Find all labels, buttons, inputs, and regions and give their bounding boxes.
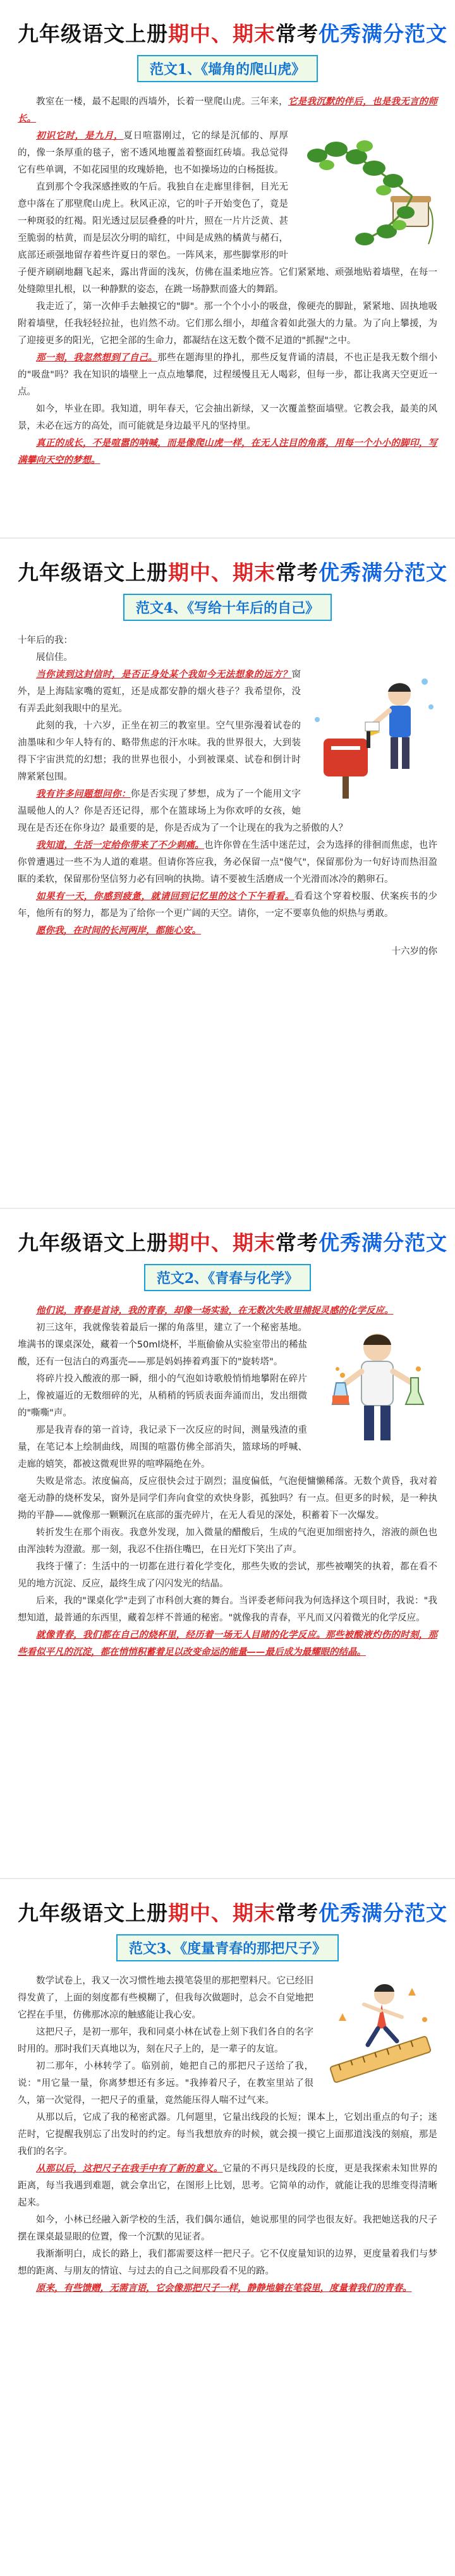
title-part-exam: 期中、期末 bbox=[168, 560, 276, 585]
essay-paragraph: 从那以后，它成了我的秘密武器。几何题里，它量出线段的长短；课本上，它划出重点的句子；迷茫时，它提醒我别忘了出发时的约定。每当我想放弃的时候，就会摸一摸它上面那道浅浅的刻痕，那是我们的名字。 bbox=[18, 2113, 437, 2157]
essay-paragraph: 我知道，生活一定给你带来了不少刺痛。也许你曾在生活中迷茫过，会为选择的徘徊而焦虑，也许你曾遭遇过一些不为人道的难堪。但请你答应我，务必保留一点"傻气"，保留那份为一句好诗而热泪盈眶的柔软，保留那份坚信努力必有回响的执拗。请不要被生活磨成一个光滑而冰冷的鹅卵石。 bbox=[18, 840, 438, 885]
essay-paragraph: 初三这年，我就像装着最后一摞的角落里，建立了一个秘密基地。堆满书的课桌深处，藏着一个50ml烧杯，半瓶偷偷从实验室带出的稀盐酸，还有一包洁白的鸡蛋壳——那是妈妈捧着鸡蛋下的"旋转塔"。 bbox=[18, 1323, 307, 1367]
essay-body bbox=[18, 632, 437, 960]
essay-body bbox=[18, 1973, 437, 2297]
title-part-grade: 九年级语文上册 bbox=[18, 1230, 168, 1255]
essay-paragraph: 将碎片投入酸液的那一瞬，细小的气泡如诗歌般悄悄地攀附在碎片上，像被逼近的无数细碎的光，从稍稍的钙质表面奔涌而出，发出细微的"嘶嘶"声。 bbox=[18, 1374, 307, 1418]
title-part-model: 优秀满分范文 bbox=[318, 560, 447, 585]
title-part-common: 常考 bbox=[276, 1230, 318, 1255]
essay-paragraph: 我走近了，第一次伸手去触摸它的"脚"。那一个个小小的吸盘，像硬壳的脚趾，紧紧地、固执地吸附着墙壁，任我轻轻拉扯，也岿然不动。它们那么细小，却蕴含着如此强大的力量。为了向上攀援，为了迎接更多的阳光，它把全部的生命力，都凝结在这无数个微不足道的"抓握"之中。 bbox=[18, 302, 437, 346]
essay-paragraph: 就像青春，我们都在自己的烧杯里，经历着一场无人目睹的化学反应。那些被酸液灼伤的时刻，那些看似平凡的沉淀，都在悄悄积蓄着足以改变命运的能量——最后成为最耀眼的结晶。 bbox=[18, 1630, 437, 1657]
title-part-exam: 期中、期末 bbox=[168, 1230, 276, 1255]
essay-section-2 bbox=[0, 537, 455, 1208]
title-part-common: 常考 bbox=[276, 560, 318, 585]
essay-section-1 bbox=[0, 0, 455, 537]
title-part-grade: 九年级语文上册 bbox=[18, 1901, 168, 1925]
essay-paragraph: 初二那年，小林转学了。临别前，她把自己的那把尺子送给了我，说："用它量一量，你离梦想还有多远。"我捧着尺子，在教室里站了很久，第一次觉得，一把尺子的重量，竟然能压得人喘不过气来。 bbox=[18, 2061, 313, 2106]
essay-paragraph: 直到那个令我深感挫败的午后。我独自在走廊里徘徊，目光无意中落在了那壁爬山虎上。秋风正凉，它的叶子开始变色了，竟是一种斑驳的红褐。阳光透过层层叠叠的叶片，照在一片片泛黄、甚至脆弱的枯黄，而是层次分明的暗红，中间是成熟的橘黄与赭石，底部还顽强地留存着些许夏日的翠色。一阵风来，那些脚掌形的叶子便齐刷刷地翻飞起来，露出背面的浅灰，仿佛在温柔地应答。它们紧紧地、顽强地贴着墙壁，在每一处缝隙里扎根，以一种静默的姿态，在跳一场静默而盛大的舞蹈。 bbox=[18, 182, 437, 295]
essay-paragraph: 初识它时，是九月，夏日喧嚣刚过，它的绿是沉郁的、厚厚的，像一条厚重的毯子，密不透风地覆盖着整面红砖墙。我总觉得它有些单调，不如花园里的玫瑰娇艳，也不如操场边的白杨挺拔。 bbox=[18, 131, 289, 175]
chemistry-student-illustration bbox=[317, 1322, 437, 1455]
letter-salute: 展信佳。 bbox=[36, 653, 73, 663]
essay-paragraph: 从那以后，这把尺子在我手中有了新的意义。它量的不再只是线段的长度，更是我探索未知世界的距离，每当我遇到难题，就会拿出它，在图形上比划，思考。它简单的动作，就能让我的思维变得清晰起来。 bbox=[18, 2164, 438, 2208]
essay-paragraph: 他们说，青春是首诗，我的青春，却像一场实验，在无数次失败里捕捉灵感的化学反应。 bbox=[36, 1306, 394, 1316]
essay-paragraph: 如果有一天，你感到疲惫，就请回到记忆里的这个下午看看。看看这个穿着校服、伏案疾书的少年，他所有的努力，都是为了给你一个更广阔的天空。请你，一定不要辜负他的炽热与勇敢。 bbox=[18, 892, 438, 919]
essay-paragraph: 此刻的我，十六岁，正坐在初三的教室里。空气里弥漫着试卷的油墨味和少年人特有的、略带焦虑的汗水味。我的世界很大，大到装得下宇宙洪荒的幻想；我的世界也很小，小到被课桌、试卷和倒计时牌紧紧包围。 bbox=[18, 721, 301, 782]
essay-paragraph: 后来，我的"课桌化学"走到了市科创大赛的舞台。当评委老师问我为何选择这个项目时，我说："我想知道，最普通的东西里，藏着怎样不普通的秘密。"就像我的青春，平凡而又闪着微光的化学反应。 bbox=[18, 1596, 437, 1623]
title-part-model: 优秀满分范文 bbox=[318, 1230, 447, 1255]
title-part-grade: 九年级语文上册 bbox=[18, 21, 168, 46]
essay-subtitle: 范文1、《墙角的爬山虎》 bbox=[137, 55, 318, 82]
essay-paragraph: 那是我青春的第一首诗，我记录下一次反应的时间，测量残渣的重量，在笔记本上绘制曲线，周围的喧嚣仿佛全部消失，篮球场的呼喊、走廊的嬉笑，都被这微观世界的喧哗隔绝在外。 bbox=[18, 1425, 307, 1469]
title-part-exam: 期中、期末 bbox=[168, 1901, 276, 1925]
essay-subtitle: 范文3、《度量青春的那把尺子》 bbox=[116, 1934, 339, 1961]
essay-subtitle: 范文4、《写给十年后的自己》 bbox=[123, 594, 332, 621]
essay-paragraph: 教室在一楼，最不起眼的西墙外，长着一壁爬山虎。三年来，它是我沉默的伴后，也是我无言的师长。 bbox=[18, 97, 437, 124]
essay-paragraph: 我终于懂了：生活中的一切都在进行着化学变化，那些失败的尝试，那些被嘲笑的执着，都在看不见的地方沉淀、反应，最终生成了闪闪发光的结晶。 bbox=[18, 1562, 437, 1589]
essay-paragraph: 转折发生在那个雨夜。我意外发现，加入微量的醋酸后，生成的气泡更加细密持久，溶液的颜色也由浑浊转为澄澈。那一刻，我忍不住捂住嘴巴，在日光灯下笑出了声。 bbox=[18, 1528, 437, 1555]
essay-paragraph: 这把尺子，是初一那年，我和同桌小林在试卷上刻下我们各自的名字时用的。那时我们天真地以为，刻在尺子上的，是一辈子的友谊。 bbox=[18, 2027, 313, 2054]
student-mailbox-illustration bbox=[311, 669, 437, 802]
ivy-pot-illustration bbox=[298, 130, 437, 250]
page-title bbox=[18, 1227, 447, 1256]
letter-signature: 十六岁的你 bbox=[391, 947, 437, 957]
essay-subtitle: 范文2、《青春与化学》 bbox=[144, 1264, 311, 1291]
essay-paragraph: 我渐渐明白，成长的路上，我们都需要这样一把尺子。它不仅度量知识的边界，更度量着我们与梦想的距离、与朋友的情谊、与过去的自己之间那段看不见的路。 bbox=[18, 2249, 437, 2276]
essay-section-3 bbox=[0, 1208, 455, 1878]
essay-section-4 bbox=[0, 1878, 455, 2576]
essay-paragraph: 如今，毕业在即。我知道，明年春天，它会抽出新绿，又一次覆盖整面墙壁。它教会我，最美的风景，未必在远方的高处，而可能就是身边最平凡的坚持里。 bbox=[18, 404, 437, 431]
ruler-runner-illustration bbox=[324, 1975, 437, 2102]
essay-body bbox=[18, 1303, 437, 1661]
title-part-grade: 九年级语文上册 bbox=[18, 560, 168, 585]
essay-paragraph: 原来，有些馈赠，无需言语，它会像那把尺子一样，静静地躺在笔袋里，度量着我们的青春。 bbox=[36, 2283, 412, 2293]
essay-paragraph: 我有许多问题想问你：你是否实现了梦想，成为了一个能用文字温暖他人的人？你是否还记得，那个在篮球场上为你欢呼的女孩，她现在是否还在你身边？最重要的是，你是否成为了一个让现在的我为之骄傲的人？ bbox=[18, 789, 348, 833]
essay-paragraph: 愿你我，在时间的长河两岸，都能心安。 bbox=[36, 926, 201, 936]
essay-paragraph: 数学试卷上，我又一次习惯性地去摸笔袋里的那把塑料尺。它已经旧得发黄了，上面的刻度都有些模糊了，但我每次做题时，总会不自觉地把它捏在手里，仿佛那冰凉的触感能让我心安。 bbox=[18, 1976, 313, 2020]
essay-paragraph: 当你读到这封信时，是否正身处某个我如今无法想象的远方？窗外，是上海陆家嘴的霓虹，还是成都安静的烟火巷子？我希望你，没有弄丢此刻我眼中的星光。 bbox=[18, 670, 301, 714]
page-title bbox=[18, 18, 447, 47]
essay-paragraph: 如今，小林已经融入新学校的生活，我们偶尔通信，她说那里的同学也很友好。我把她送我的尺子摆在课桌最显眼的位置，像一个沉默的见证者。 bbox=[18, 2215, 437, 2242]
letter-greeting: 十年后的我： bbox=[18, 635, 73, 646]
essay-body bbox=[18, 94, 437, 469]
title-part-exam: 期中、期末 bbox=[168, 21, 276, 46]
title-part-common: 常考 bbox=[276, 21, 318, 46]
essay-paragraph: 真正的成长，不是喧嚣的呐喊，而是像爬山虎一样，在无人注目的角落，用每一个小小的脚印，写满攀向天空的梦想。 bbox=[18, 438, 437, 465]
title-part-model: 优秀满分范文 bbox=[318, 21, 447, 46]
essay-paragraph: 那一刻，我忽然想到了自己。那些在题海里的挣扎，那些反复背诵的清晨，不也正是我无数个细小的"吸盘"吗？我在知识的墙壁上一点点地攀爬，过程缓慢且无人喝彩，但每一步，都让我离天空更近一点。 bbox=[18, 353, 438, 397]
page-title bbox=[18, 1897, 447, 1927]
page-title bbox=[18, 556, 447, 586]
essay-paragraph: 失败是常态。浓度偏高，反应很快会过于剧烈；温度偏低，气泡便慵懒稀落。无数个黄昏，我对着毫无动静的烧杯发呆，窗外是同学们奔向食堂的欢快身影，孤独吗？有一点。但更多的时候，是一种执拗的平静——就像那一颗颗沉在底部的蛋壳碎片，在无人看见的深处，积蓄着下一次爆发。 bbox=[18, 1476, 437, 1521]
title-part-model: 优秀满分范文 bbox=[318, 1901, 447, 1925]
title-part-common: 常考 bbox=[276, 1901, 318, 1925]
